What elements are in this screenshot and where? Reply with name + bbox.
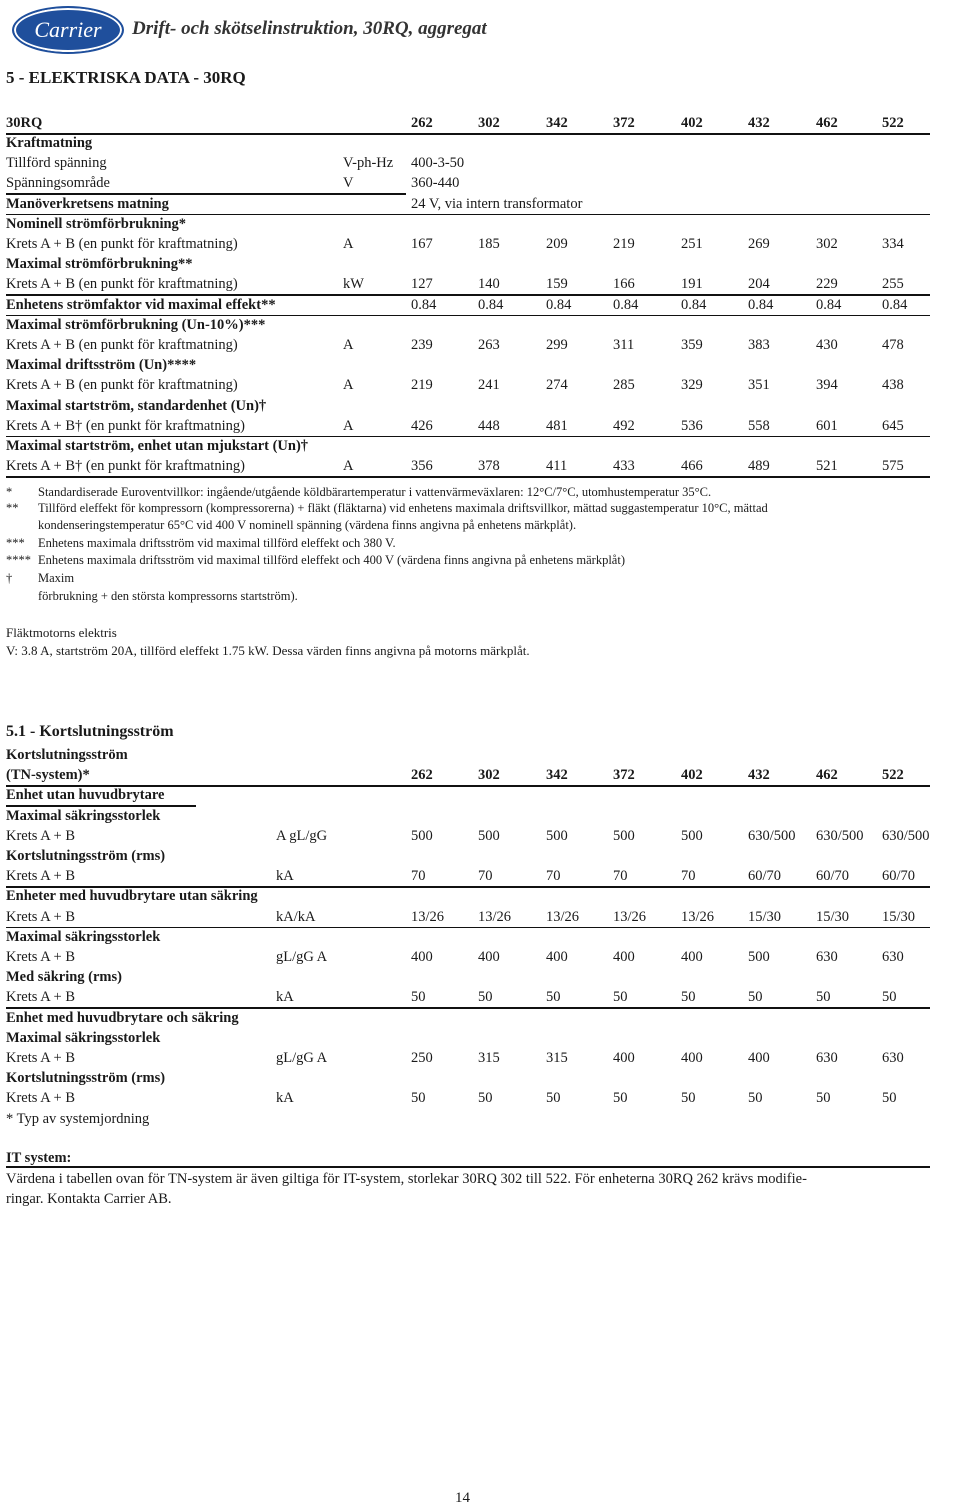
- fan-note-line1: Fläktmotorns elektris: [6, 625, 117, 640]
- row-label: Krets A + B† (en punkt för kraftmatning): [6, 417, 245, 434]
- table-row: [6, 785, 946, 805]
- row-label: Nominell strömförbrukning*: [6, 215, 187, 232]
- table-row: [6, 1109, 946, 1129]
- row-label: Maximal driftsström (Un)****: [6, 357, 197, 374]
- cell-value: 372: [613, 767, 635, 784]
- cell-value: 430: [816, 337, 838, 353]
- cell-value: 481: [546, 417, 568, 434]
- row-label: Spänningsområde: [6, 175, 110, 192]
- it-system-title: IT system:: [6, 1150, 72, 1166]
- it-system-line2: ringar. Kontakta Carrier AB.: [6, 1191, 172, 1207]
- cell-value: 255: [882, 276, 904, 293]
- cell-value: 462: [816, 767, 838, 784]
- cell-value: 13/26: [613, 908, 647, 925]
- model-size: 342: [546, 115, 568, 131]
- subsection-title: 5.1 - Kortslutningsström: [6, 723, 174, 740]
- cell-value: 299: [546, 337, 568, 353]
- cell-value: 351: [748, 377, 770, 394]
- row-label: Krets A + B (en punkt för kraftmatning): [6, 337, 238, 353]
- cell-value: 0.84: [613, 296, 639, 313]
- cell-value: 229: [816, 276, 838, 293]
- table-row: [6, 1048, 946, 1068]
- cell-value: 167: [411, 236, 433, 252]
- row-label: Kortslutningsström (rms): [6, 1070, 166, 1087]
- row-unit: kA: [276, 868, 294, 885]
- cell-value: 0.84: [748, 296, 774, 313]
- cell-value: 50: [816, 1090, 831, 1107]
- table-row: [6, 274, 936, 294]
- cell-value: 432: [748, 767, 770, 784]
- table-row: [6, 234, 936, 254]
- cell-value: 489: [748, 458, 770, 475]
- cell-value: 426: [411, 417, 433, 434]
- row-label: Krets A + B (en punkt för kraftmatning): [6, 377, 238, 394]
- row-label: Maximal säkringsstorlek: [6, 928, 161, 945]
- cell-value: 50: [478, 989, 493, 1006]
- table-row: [6, 153, 936, 173]
- cell-value: 645: [882, 417, 904, 434]
- cell-value: 60/70: [816, 868, 850, 885]
- cell-value: 166: [613, 276, 635, 293]
- cell-value: 466: [681, 458, 703, 475]
- cell-value: 50: [546, 989, 561, 1006]
- cell-value: 359: [681, 337, 703, 353]
- row-unit: A: [343, 417, 354, 434]
- cell-value: 50: [613, 1090, 628, 1107]
- table-row: [6, 907, 946, 927]
- cell-value: 383: [748, 337, 770, 353]
- cell-value: 448: [478, 417, 500, 434]
- cell-value: 250: [411, 1050, 433, 1066]
- cell-value: 630: [882, 949, 904, 965]
- cell-value: 70: [613, 868, 628, 885]
- cell-value: 478: [882, 337, 904, 353]
- cell-value: 204: [748, 276, 770, 293]
- row-label: Maximal strömförbrukning (Un-10%)***: [6, 316, 266, 333]
- row-unit: kW: [343, 276, 364, 293]
- footnote-text: Tillförd eleffekt för kompressorn (kompressorerna) + fläkt (fläktarna) vid enhetens maximala driftsvillkor, mättad suggastemperatur 10°C, mättad: [38, 501, 768, 515]
- cell-value: 500: [681, 827, 703, 844]
- cell-value: 13/26: [478, 908, 512, 925]
- table-header-row: [6, 113, 936, 133]
- cell-value: 601: [816, 417, 838, 434]
- cell-value: 315: [478, 1050, 500, 1066]
- cell-value: 311: [613, 337, 635, 353]
- cell-value: 13/26: [546, 908, 580, 925]
- row-label: Krets A + B (en punkt för kraftmatning): [6, 236, 238, 252]
- table-row: [6, 846, 946, 866]
- row-label: Enhetens strömfaktor vid maximal effekt**: [6, 296, 276, 313]
- cell-value: 285: [613, 377, 635, 394]
- table-row: [6, 947, 946, 967]
- cell-value: 400: [613, 1050, 635, 1066]
- row-unit: kA/kA: [276, 908, 316, 925]
- cell-value: 402: [681, 767, 703, 784]
- footnote-mark: ****: [6, 553, 31, 567]
- cell-value: 50: [478, 1090, 493, 1107]
- table-row: [6, 1088, 946, 1108]
- cell-value: 159: [546, 276, 568, 293]
- cell-value: 0.84: [882, 296, 908, 313]
- table-row: [6, 396, 936, 416]
- footnote-mark: *: [6, 485, 13, 499]
- table-row: [6, 436, 936, 456]
- section-title: 5 - ELEKTRISKA DATA - 30RQ: [6, 68, 246, 87]
- cell-value: 127: [411, 276, 433, 293]
- footnote-text: Enhetens maximala driftsström vid maximal tillförd eleffekt och 400 V (värdena finns angivna på enhetens märkplåt): [38, 553, 625, 567]
- table-row: [6, 355, 936, 375]
- cell-value: 575: [882, 458, 904, 475]
- row-label: Enheter med huvudbrytare utan säkring: [6, 888, 258, 905]
- table-row: [6, 826, 946, 846]
- cell-value: 400: [681, 1050, 703, 1066]
- cell-value: 400: [748, 1050, 770, 1066]
- cell-value: 630: [816, 949, 838, 965]
- row-unit: V-ph-Hz: [343, 155, 394, 172]
- table-row: [6, 416, 936, 436]
- footnote-mark: **: [6, 501, 19, 515]
- row-unit: A: [343, 377, 354, 394]
- row-unit: V: [343, 175, 354, 192]
- table-row: [6, 295, 936, 315]
- cell-value: 209: [546, 236, 568, 252]
- footnote-text: Standardiserade Euroventvillkor: ingående/utgående köldbärartemperatur i vattenvärmeväxlaren: 12°C/7°C, utomhustemperatur 35°C.: [38, 485, 712, 499]
- row-label: Krets A + B: [6, 827, 76, 844]
- cell-value: 400: [613, 949, 635, 965]
- row-unit: A: [343, 458, 354, 475]
- table-row: [6, 133, 936, 153]
- cell-value: 50: [613, 989, 628, 1006]
- row-label: Maximal startström, enhet utan mjukstart (Un)†: [6, 438, 309, 454]
- row-unit: A gL/gG: [276, 827, 328, 844]
- table-row: [6, 194, 936, 214]
- cell-value: 400: [411, 949, 433, 965]
- table-row: [6, 1028, 946, 1048]
- cell-value: 70: [478, 868, 493, 885]
- cell-value: 536: [681, 417, 703, 434]
- cell-value: 50: [411, 1090, 426, 1107]
- cell-value: 0.84: [816, 296, 842, 313]
- model-size: 302: [478, 115, 500, 131]
- footnote-mark: †: [6, 571, 13, 585]
- cell-value: 492: [613, 417, 635, 434]
- row-label: Krets A + B: [6, 1090, 76, 1107]
- table-row: [6, 315, 936, 335]
- cell-value: 50: [816, 989, 831, 1006]
- cell-value: 50: [546, 1090, 561, 1107]
- model-size: 262: [411, 115, 433, 131]
- cell-value: 274: [546, 377, 568, 394]
- cell-value: 50: [748, 1090, 763, 1107]
- row-label: Krets A + B: [6, 868, 76, 885]
- table-row: [6, 927, 946, 947]
- cell-value: 342: [546, 767, 568, 784]
- carrier-logo: [12, 6, 124, 54]
- cell-value: 522: [882, 767, 904, 784]
- table-row: [6, 886, 946, 906]
- table-row: [6, 1068, 946, 1088]
- cell-value: 262: [411, 767, 433, 784]
- page-number: 14: [455, 1490, 470, 1506]
- footnote-text: förbrukning + den största kompressorns startström).: [38, 589, 298, 603]
- table-row: [6, 866, 946, 886]
- footnote-text: kondenseringstemperatur 65°C vid 400 V nominell spänning (värdena finns angivna på enhetens märkplåt).: [38, 518, 577, 532]
- row-value: 24 V, via intern transformator: [411, 195, 583, 212]
- row-label: Krets A + B: [6, 908, 76, 925]
- row-label: Maximal startström, standardenhet (Un)†: [6, 397, 267, 414]
- row-label: * Typ av systemjordning: [6, 1110, 150, 1127]
- table-row: [6, 375, 936, 395]
- row-divider: [6, 1166, 930, 1168]
- row-label: Tillförd spänning: [6, 155, 107, 172]
- cell-value: 630: [882, 1050, 904, 1066]
- model-size: 462: [816, 115, 838, 131]
- row-label: Krets A + B: [6, 949, 76, 965]
- row-label: Maximal säkringsstorlek: [6, 807, 161, 824]
- cell-value: 315: [546, 1050, 568, 1066]
- cell-value: 558: [748, 417, 770, 434]
- cell-value: 0.84: [411, 296, 437, 313]
- cell-value: 60/70: [748, 868, 782, 885]
- row-value: 360-440: [411, 175, 460, 192]
- cell-value: 378: [478, 458, 500, 475]
- cell-value: 500: [478, 827, 500, 844]
- cell-value: 60/70: [882, 868, 916, 885]
- row-label: Krets A + B: [6, 989, 76, 1006]
- cell-value: 329: [681, 377, 703, 394]
- table-row: [6, 967, 946, 987]
- cell-value: 0.84: [478, 296, 504, 313]
- cell-value: 356: [411, 458, 433, 475]
- cell-value: 185: [478, 236, 500, 252]
- row-unit: gL/gG A: [276, 949, 328, 965]
- cell-value: 394: [816, 377, 838, 394]
- row-label: Krets A + B (en punkt för kraftmatning): [6, 276, 238, 293]
- row-unit: kA: [276, 1090, 294, 1107]
- row-divider: [6, 476, 930, 478]
- cell-value: 140: [478, 276, 500, 293]
- row-label: Med säkring (rms): [6, 969, 122, 986]
- row-value: 400-3-50: [411, 155, 465, 172]
- cell-value: 400: [546, 949, 568, 965]
- cell-value: 70: [411, 868, 426, 885]
- cell-value: 13/26: [681, 908, 715, 925]
- cell-value: 500: [546, 827, 568, 844]
- row-label: Kortslutningsström (rms): [6, 848, 166, 864]
- row-label: (TN-system)*: [6, 767, 90, 784]
- row-label: Manöverkretsens matning: [6, 195, 169, 212]
- cell-value: 219: [613, 236, 635, 252]
- cell-value: 500: [748, 949, 770, 965]
- cell-value: 239: [411, 337, 433, 353]
- cell-value: 433: [613, 458, 635, 475]
- cell-value: 438: [882, 377, 904, 394]
- row-label: Maximal strömförbrukning**: [6, 256, 193, 273]
- cell-value: 13/26: [411, 908, 445, 925]
- footnote-mark: ***: [6, 536, 25, 550]
- cell-value: 241: [478, 377, 500, 394]
- row-label: Enhet med huvudbrytare och säkring: [6, 1009, 239, 1026]
- cell-value: 50: [681, 1090, 696, 1107]
- cell-value: 50: [748, 989, 763, 1006]
- table-row: [6, 987, 946, 1007]
- model-size: 432: [748, 115, 770, 131]
- cell-value: 500: [411, 827, 433, 844]
- table-row: [6, 254, 936, 274]
- row-unit: A: [343, 236, 354, 252]
- cell-value: 263: [478, 337, 500, 353]
- cell-value: 15/30: [882, 908, 916, 925]
- table-row: [6, 765, 946, 785]
- cell-value: 400: [478, 949, 500, 965]
- row-unit: A: [343, 337, 354, 353]
- row-label: Krets A + B: [6, 1050, 76, 1066]
- cell-value: 219: [411, 377, 433, 394]
- row-label: Enhet utan huvudbrytare: [6, 787, 165, 804]
- model-size: 402: [681, 115, 703, 131]
- cell-value: 630/500: [882, 827, 930, 844]
- cell-value: 302: [478, 767, 500, 784]
- table-row: [6, 173, 936, 193]
- cell-value: 521: [816, 458, 838, 475]
- table-row: [6, 806, 946, 826]
- cell-value: 50: [882, 989, 897, 1006]
- cell-value: 411: [546, 458, 568, 475]
- cell-value: 0.84: [546, 296, 572, 313]
- row-unit: gL/gG A: [276, 1050, 328, 1066]
- footnote-text: Maxim: [38, 571, 75, 585]
- fan-note-line2: V: 3.8 A, startström 20A, tillförd eleffekt 1.75 kW. Dessa värden finns angivna på motorns märkplåt.: [6, 643, 530, 658]
- cell-value: 191: [681, 276, 703, 293]
- footnote-text: Enhetens maximala driftsström vid maximal tillförd eleffekt och 380 V.: [38, 536, 396, 550]
- document-title: Drift- och skötselinstruktion, 30RQ, aggregat: [132, 18, 487, 39]
- cell-value: 400: [681, 949, 703, 965]
- cell-value: 630: [816, 1050, 838, 1066]
- cell-value: 302: [816, 236, 838, 252]
- model-size: 372: [613, 115, 635, 131]
- cell-value: 70: [546, 868, 561, 885]
- cell-value: 50: [882, 1090, 897, 1107]
- cell-value: 50: [411, 989, 426, 1006]
- row-label: Kraftmatning: [6, 135, 93, 151]
- cell-value: 500: [613, 827, 635, 844]
- model-label: 30RQ: [6, 115, 43, 131]
- table-row: [6, 214, 936, 234]
- row-label: Kortslutningsström: [6, 747, 128, 763]
- table-row: [6, 335, 936, 355]
- cell-value: 269: [748, 236, 770, 252]
- model-size: 522: [882, 115, 904, 131]
- cell-value: 15/30: [816, 908, 850, 925]
- cell-value: 0.84: [681, 296, 707, 313]
- logo-text: Carrier: [34, 17, 102, 42]
- row-label: Krets A + B† (en punkt för kraftmatning): [6, 458, 245, 475]
- cell-value: 251: [681, 236, 703, 252]
- row-unit: kA: [276, 989, 294, 1006]
- cell-value: 15/30: [748, 908, 782, 925]
- table-row: [6, 745, 946, 765]
- cell-value: 630/500: [748, 827, 796, 844]
- table-row: [6, 456, 936, 476]
- table-row: [6, 1008, 946, 1028]
- cell-value: 630/500: [816, 827, 864, 844]
- cell-value: 70: [681, 868, 696, 885]
- cell-value: 50: [681, 989, 696, 1006]
- row-label: Maximal säkringsstorlek: [6, 1029, 161, 1046]
- cell-value: 334: [882, 236, 904, 252]
- it-system-line1: Värdena i tabellen ovan för TN-system är även giltiga för IT-system, storlekar 30RQ 302 till 522. För enheterna 30RQ 262 krävs modifie-: [6, 1171, 807, 1187]
